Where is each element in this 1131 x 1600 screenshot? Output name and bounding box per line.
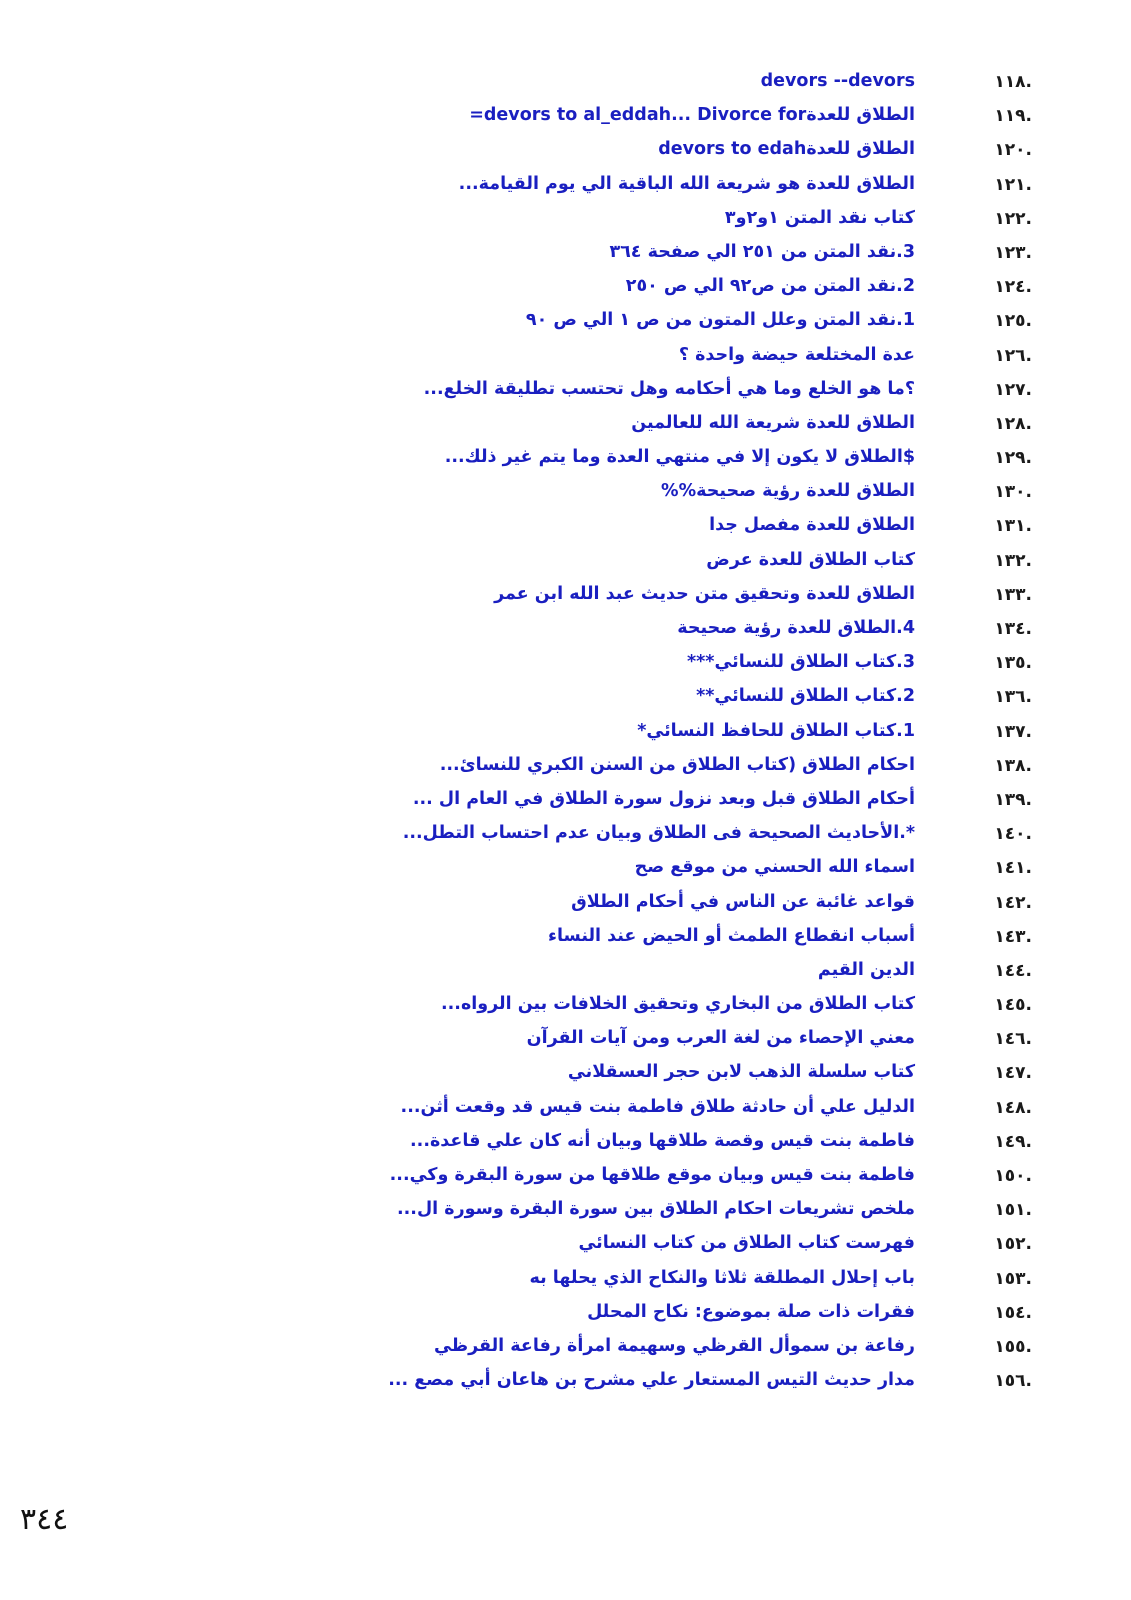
list-item xyxy=(0,718,1131,752)
item-link[interactable]: 3.نقد المتن من ٢٥١ الي صفحة ٣٦٤ xyxy=(609,241,915,262)
item-link[interactable]: كتاب سلسلة الذهب لابن حجر العسقلاني xyxy=(567,1062,915,1083)
item-link[interactable]: الطلاق للعدة وتحقيق متن حديث عبد الله ابن عمر xyxy=(494,583,915,604)
list-item xyxy=(0,786,1131,820)
item-number: .١٤٨ xyxy=(994,1097,1032,1118)
list-item xyxy=(0,615,1131,649)
list-item xyxy=(0,1094,1131,1128)
item-link[interactable]: فاطمة بنت قيس وبيان موقع طلاقها من سورة البقرة وكي... xyxy=(389,1165,915,1185)
list-item xyxy=(0,854,1131,888)
item-link[interactable]: الطلاق للعدة هو شريعة الله الباقية الي يوم القيامة... xyxy=(458,173,915,194)
item-link[interactable]: 3.كتاب الطلاق للنسائي*** xyxy=(686,652,915,673)
item-link[interactable]: أحكام الطلاق قبل وبعد نزول سورة الطلاق في العام ال ... xyxy=(412,788,915,809)
item-number: .١٤٣ xyxy=(994,926,1032,947)
item-link[interactable]: *.الأحاديث الصحيحة فى الطلاق وبيان عدم احتساب التطل... xyxy=(402,823,915,844)
item-link[interactable]: $الطلاق لا يكون إلا في منتهي العدة وما يتم غير ذلك... xyxy=(444,447,915,468)
item-link[interactable]: 2.كتاب الطلاق للنسائي** xyxy=(696,686,915,707)
item-number: .١٣٣ xyxy=(994,584,1032,605)
item-link[interactable]: كتاب الطلاق من البخاري وتحقيق الخلافات بين الرواه... xyxy=(441,994,915,1015)
item-number: .١٥٤ xyxy=(994,1302,1032,1323)
item-number: .١٢٨ xyxy=(994,413,1032,434)
item-link[interactable]: مدار حديث التيس المستعار علي مشرح بن هاعان أبي مصع ... xyxy=(388,1370,915,1391)
list-item xyxy=(0,102,1131,136)
item-number: .١٤٠ xyxy=(994,824,1032,845)
list-item xyxy=(0,410,1131,444)
list-item xyxy=(0,683,1131,717)
item-number: .١٣٥ xyxy=(994,653,1032,674)
item-number: .١٢١ xyxy=(994,174,1032,195)
list-item xyxy=(0,512,1131,546)
list-item xyxy=(0,889,1131,923)
item-link[interactable]: أسباب انقطاع الطمث أو الحيض عند النساء xyxy=(548,925,915,946)
item-link[interactable]: باب إحلال المطلقة ثلاثا والنكاح الذي يحلها به xyxy=(529,1267,915,1288)
item-number: .١٢٦ xyxy=(994,345,1032,366)
item-link[interactable]: اسماء الله الحسني من موقع صح xyxy=(634,857,915,878)
list-item xyxy=(0,1059,1131,1093)
item-link[interactable]: devors --devors xyxy=(760,71,915,91)
item-number: .١٢٢ xyxy=(994,208,1032,229)
list-item xyxy=(0,923,1131,957)
item-number: .١٢٤ xyxy=(994,277,1032,298)
item-number: .١٣١ xyxy=(994,516,1032,537)
item-number: .١٤٥ xyxy=(994,995,1032,1016)
item-number: .١٢٥ xyxy=(994,311,1032,332)
item-number: .١٤٤ xyxy=(994,960,1032,981)
list-item xyxy=(0,307,1131,341)
list-item xyxy=(0,444,1131,478)
list-item xyxy=(0,1367,1131,1401)
list-item xyxy=(0,1333,1131,1367)
item-link[interactable]: عدة المختلعة حيضة واحدة ؟ xyxy=(678,344,915,365)
item-link[interactable]: الطلاق للعدة شريعة الله للعالمين xyxy=(631,412,915,433)
item-number: .١٥٦ xyxy=(994,1371,1032,1392)
list-item xyxy=(0,376,1131,410)
item-link[interactable]: قواعد غائبة عن الناس في أحكام الطلاق xyxy=(571,891,915,912)
item-link[interactable]: 4.الطلاق للعدة رؤية صحيحة xyxy=(677,618,915,638)
item-link[interactable]: الطلاق للعدة رؤية صحيحة%% xyxy=(661,481,915,502)
list-item xyxy=(0,478,1131,512)
item-link[interactable]: كتاب الطلاق للعدة عرض xyxy=(706,549,915,570)
item-link[interactable]: الطلاق للعدةdevors to al_eddah... Divorce for= xyxy=(469,105,915,126)
item-link[interactable]: رفاعة بن سموأل القرظي وسهيمة امرأة رفاعة القرظي xyxy=(433,1335,915,1356)
item-link[interactable]: ملخص تشريعات احكام الطلاق بين سورة البقرة وسورة ال... xyxy=(397,1199,915,1220)
list-item xyxy=(0,649,1131,683)
item-number: .١٥١ xyxy=(994,1200,1032,1221)
list-item xyxy=(0,820,1131,854)
list-item xyxy=(0,273,1131,307)
item-number: .١٢٩ xyxy=(994,448,1032,469)
item-link[interactable]: الدين القيم xyxy=(817,959,915,980)
list-item xyxy=(0,68,1131,102)
item-link[interactable]: 1.كتاب الطلاق للحافظ النسائي* xyxy=(637,720,915,741)
item-link[interactable]: الطلاق للعدةdevors to edah xyxy=(658,139,915,160)
item-link[interactable]: معني الإحصاء من لغة العرب ومن آيات القرآن xyxy=(526,1028,915,1049)
item-link[interactable]: فاطمة بنت قيس وقصة طلاقها وبيان أنه كان علي قاعدة... xyxy=(410,1130,915,1151)
item-link[interactable]: 1.نقد المتن وعلل المتون من ص ١ الي ص ٩٠ xyxy=(525,310,915,331)
item-number: .١١٩ xyxy=(994,106,1032,127)
list-item xyxy=(0,136,1131,170)
list-item xyxy=(0,957,1131,991)
item-link[interactable]: 2.نقد المتن من ص٩٢ الي ص ٢٥٠ xyxy=(625,276,915,297)
item-number: .١٤٢ xyxy=(994,892,1032,913)
item-number: .١٣٧ xyxy=(994,721,1032,742)
item-number: .١٣٩ xyxy=(994,789,1032,810)
item-link[interactable]: كتاب نقد المتن ١و٢و٣ xyxy=(724,207,915,228)
item-number: .١٣٠ xyxy=(994,482,1032,503)
item-number: .١٣٢ xyxy=(994,550,1032,571)
item-link[interactable]: فقرات ذات صلة بموضوع: نكاح المحلل xyxy=(587,1301,915,1322)
list-item xyxy=(0,581,1131,615)
item-link[interactable]: احكام الطلاق (كتاب الطلاق من السنن الكبري للنسائ... xyxy=(439,754,915,775)
item-number: .١٤٦ xyxy=(994,1029,1032,1050)
list-item xyxy=(0,547,1131,581)
item-number: .١٥٠ xyxy=(994,1166,1032,1186)
item-number: .١٣٨ xyxy=(994,755,1032,776)
list-item xyxy=(0,1265,1131,1299)
item-number: .١٢٣ xyxy=(994,242,1032,263)
list-item xyxy=(0,1196,1131,1230)
list-item xyxy=(0,1128,1131,1162)
item-number: .١٥٢ xyxy=(994,1234,1032,1255)
item-number: .١٣٤ xyxy=(994,619,1032,639)
list-item xyxy=(0,1025,1131,1059)
list-item xyxy=(0,205,1131,239)
item-number: .١١٨ xyxy=(994,72,1032,92)
item-number: .١٢٠ xyxy=(994,140,1032,161)
page-number: ٣٤٤ xyxy=(20,1502,69,1537)
list-item xyxy=(0,171,1131,205)
item-number: .١٣٦ xyxy=(994,687,1032,708)
item-number: .١٥٣ xyxy=(994,1268,1032,1289)
toc-list xyxy=(0,68,1131,1401)
list-item xyxy=(0,991,1131,1025)
item-link[interactable]: الدليل علي أن حادثة طلاق فاطمة بنت قيس قد وقعت أثن... xyxy=(400,1096,915,1117)
item-link[interactable]: الطلاق للعدة مفصل جدا xyxy=(709,515,915,536)
item-number: .١٥٥ xyxy=(994,1336,1032,1357)
item-number: .١٤١ xyxy=(994,858,1032,879)
list-item xyxy=(0,1299,1131,1333)
list-item xyxy=(0,752,1131,786)
list-item xyxy=(0,1162,1131,1196)
item-link[interactable]: فهرست كتاب الطلاق من كتاب النسائي xyxy=(578,1233,915,1254)
list-item xyxy=(0,239,1131,273)
item-link[interactable]: ؟ما هو الخلع وما هي أحكامه وهل تحتسب تطليقة الخلع... xyxy=(423,378,915,399)
item-number: .١٤٩ xyxy=(994,1131,1032,1152)
list-item xyxy=(0,1230,1131,1264)
item-number: .١٢٧ xyxy=(994,379,1032,400)
list-item xyxy=(0,342,1131,376)
item-number: .١٤٧ xyxy=(994,1063,1032,1084)
